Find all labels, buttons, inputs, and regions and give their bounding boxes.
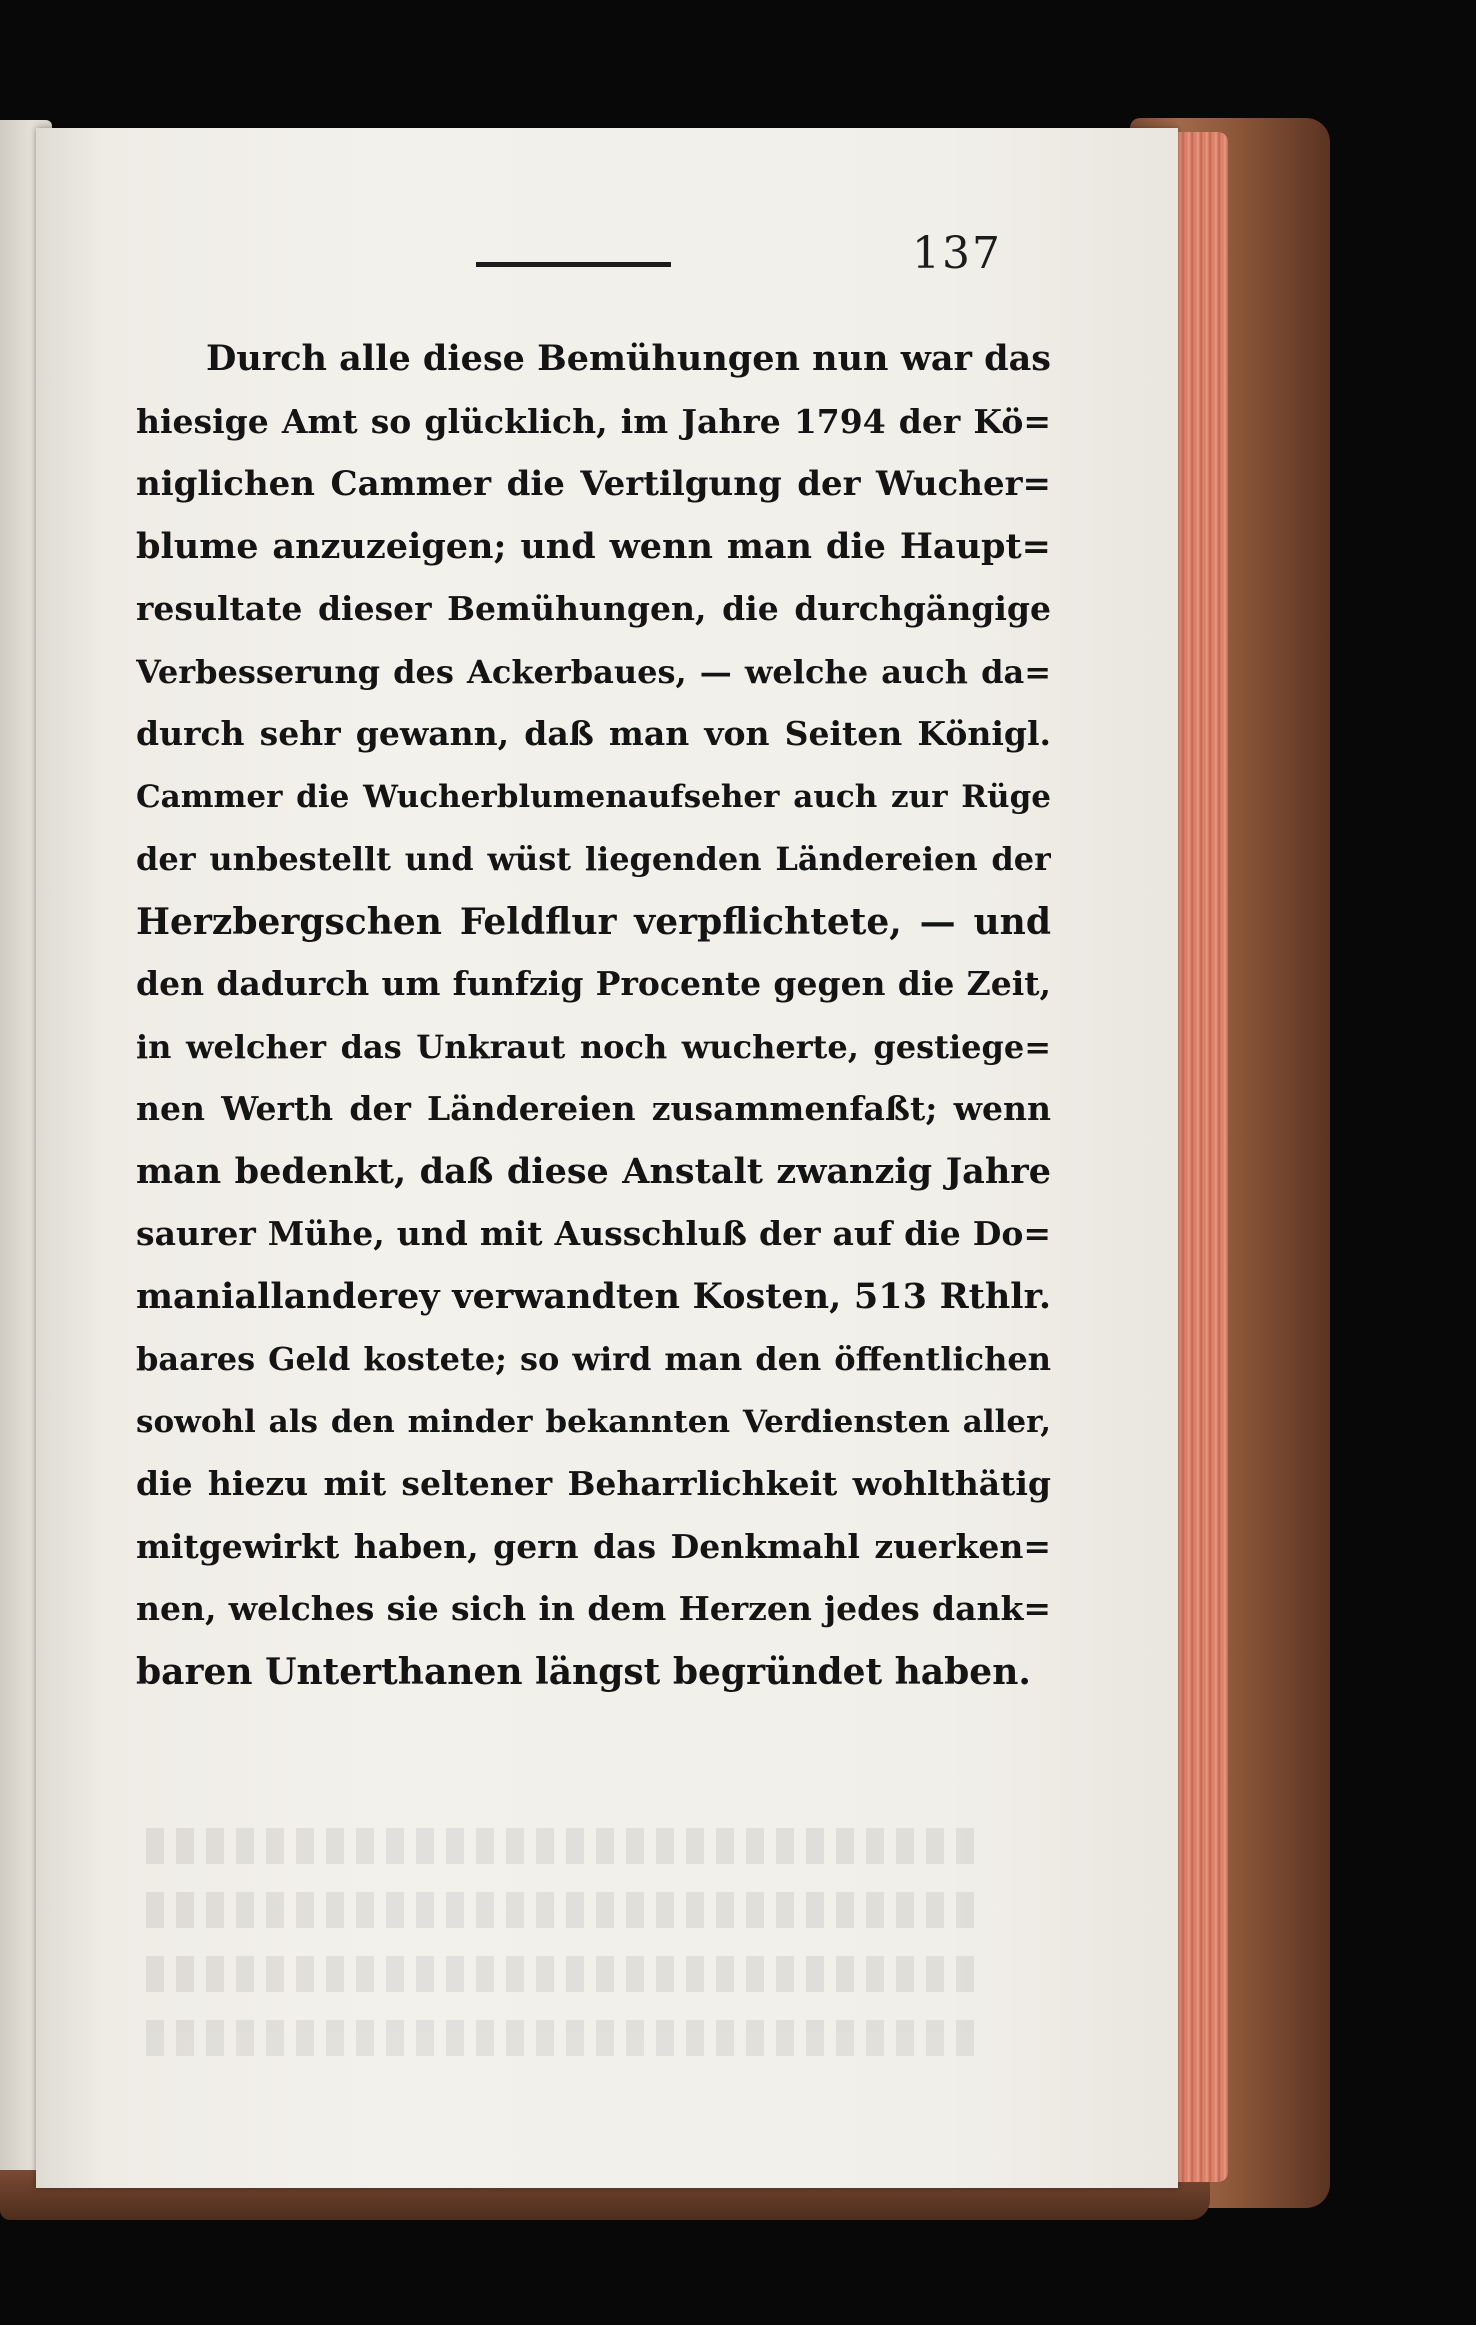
text-line: in welcher das Unkraut noch wucherte, gestiege=	[136, 1027, 1051, 1066]
text-line: baares Geld kostete; so wird man den öffentlichen	[136, 1340, 1051, 1378]
header-rule	[476, 262, 671, 267]
page-number: 137	[912, 228, 1002, 279]
text-line: Durch alle diese Bemühungen nun war das	[206, 338, 1051, 379]
body-text	[136, 328, 1051, 1703]
text-line: maniallanderey verwandten Kosten, 513 Rthlr.	[136, 1275, 1051, 1317]
text-line: Verbesserung des Ackerbaues, — welche auch da=	[136, 652, 1051, 691]
text-line: baren Unterthanen längst begründet haben.	[136, 1650, 1031, 1693]
text-line: blume anzuzeigen; und wenn man die Haupt=	[136, 525, 1051, 567]
book-page	[36, 128, 1178, 2188]
text-line: der unbestellt und wüst liegenden Ländereien der	[136, 840, 1051, 878]
text-line: sowohl als den minder bekannten Verdiensten aller,	[136, 1403, 1051, 1440]
text-line: durch sehr gewann, daß man von Seiten Königl.	[136, 714, 1051, 753]
text-line: resultate dieser Bemühungen, die durchgängige	[136, 589, 1051, 628]
text-line: den dadurch um funfzig Procente gegen die Zeit,	[136, 964, 1051, 1003]
text-line: Herzbergschen Feldflur verpflichtete, — und	[136, 900, 1051, 943]
text-line: hiesige Amt so glücklich, im Jahre 1794 der Kö=	[136, 401, 1051, 441]
show-through-texture	[146, 1828, 976, 2088]
text-line: nen, welches sie sich in dem Herzen jedes dank=	[136, 1589, 1051, 1628]
text-line: man bedenkt, daß diese Anstalt zwanzig Jahre	[136, 1150, 1051, 1192]
text-line: nen Werth der Ländereien zusammenfaßt; wenn	[136, 1089, 1051, 1128]
text-line: mitgewirkt haben, gern das Denkmahl zuerken=	[136, 1526, 1051, 1566]
text-line: saurer Mühe, und mit Ausschluß der auf die Do=	[136, 1214, 1051, 1253]
text-line: die hiezu mit seltener Beharrlichkeit wohlthätig	[136, 1464, 1051, 1503]
text-line: Cammer die Wucherblumenaufseher auch zur Rüge	[136, 778, 1051, 815]
text-line: niglichen Cammer die Vertilgung der Wucher=	[136, 464, 1051, 504]
